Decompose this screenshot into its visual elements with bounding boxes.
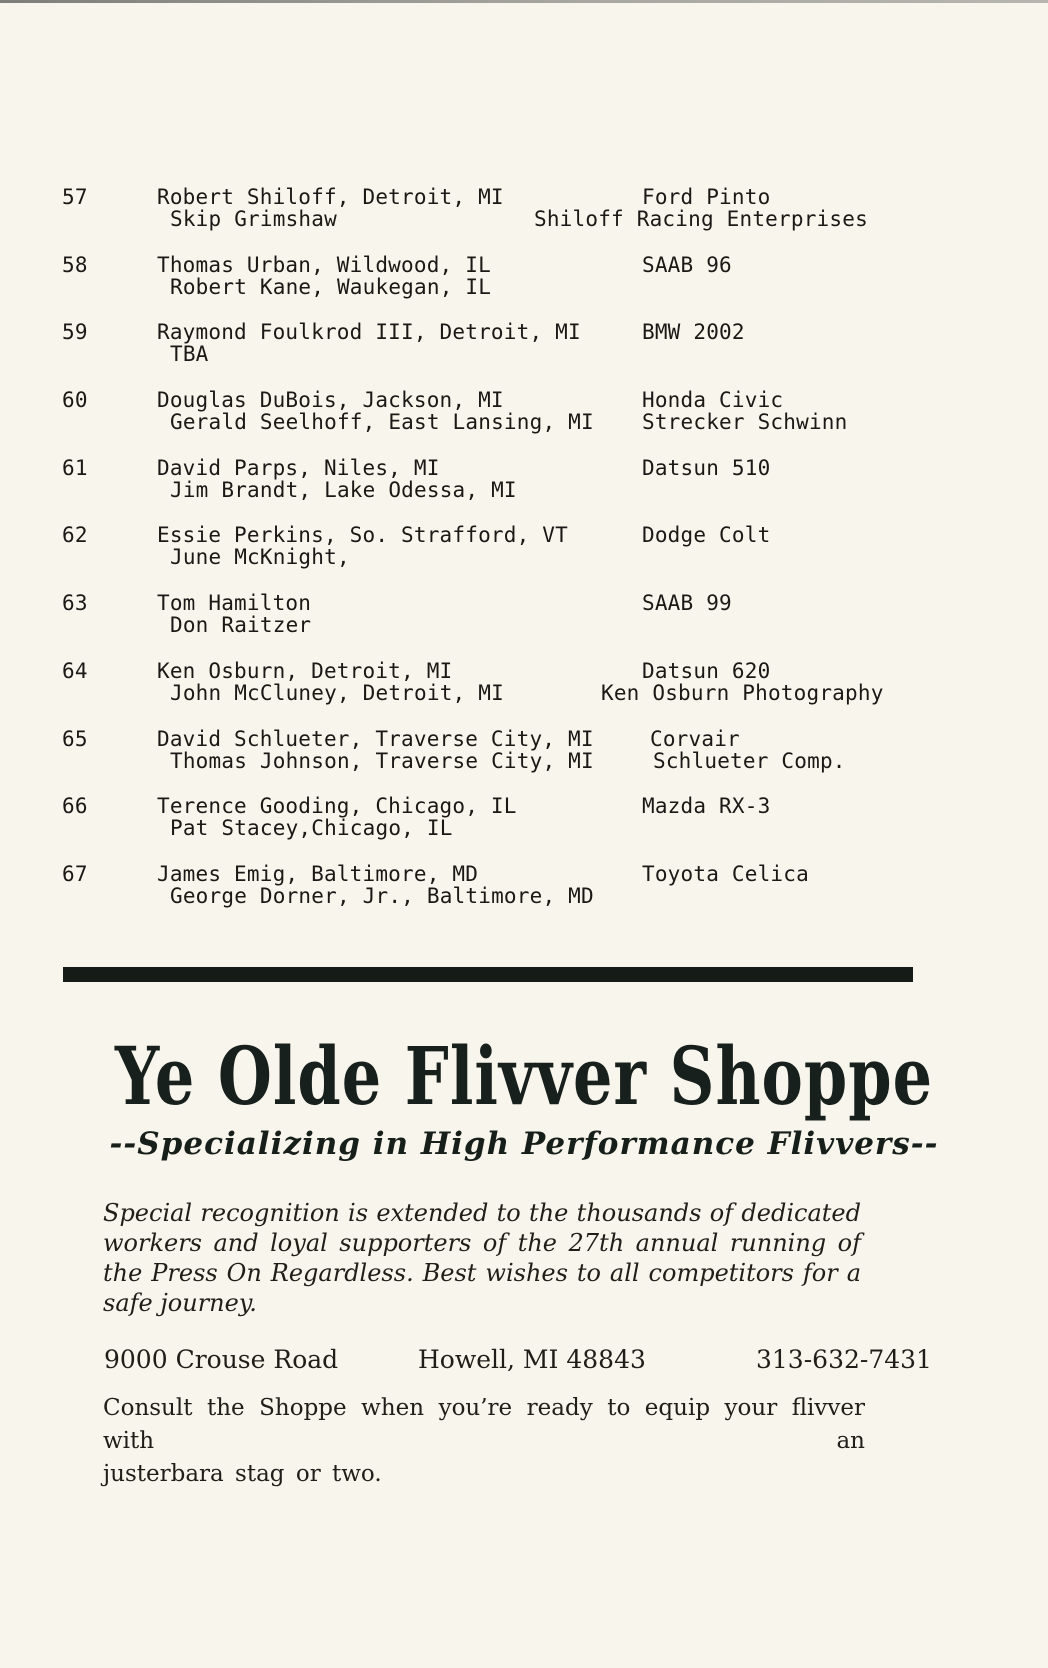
text-line: Special recognition is extended to the thousands of dedicated bbox=[103, 1199, 861, 1227]
sponsor-name: Strecker Schwinn bbox=[642, 410, 848, 435]
driver-name: Robert Shiloff, Detroit, MI bbox=[157, 185, 504, 209]
entry-row bbox=[0, 457, 1048, 501]
ad-phone-number: 313-632-7431 bbox=[756, 1345, 932, 1374]
entry-number: 64 bbox=[62, 658, 88, 683]
driver-name: James Emig, Baltimore, MD bbox=[157, 861, 479, 886]
vehicle-name: SAAB 99 bbox=[642, 591, 732, 616]
text-line: the Press On Regardless. Best wishes to all competitors for a bbox=[103, 1259, 861, 1287]
codriver-name: Robert Kane, Waukegan, IL bbox=[170, 274, 492, 299]
entry-number: 57 bbox=[62, 185, 88, 209]
codriver-name: Jim Brandt, Lake Odessa, MI bbox=[170, 477, 517, 502]
entry-number: 67 bbox=[62, 861, 88, 886]
driver-name: Tom Hamilton bbox=[157, 591, 312, 616]
entry-number: 66 bbox=[62, 794, 88, 819]
driver-name: David Parps, Niles, MI bbox=[157, 455, 440, 480]
vehicle-name: Corvair bbox=[650, 726, 740, 751]
vehicle-name: Datsun 620 bbox=[642, 658, 771, 683]
entry-number: 60 bbox=[62, 388, 88, 413]
text-line: Consult the Shoppe when you’re ready to equip your flivver with an bbox=[103, 1395, 865, 1454]
vehicle-name: BMW 2002 bbox=[642, 320, 745, 345]
driver-name: Thomas Urban, Wildwood, IL bbox=[157, 252, 491, 277]
codriver-name: June McKnight, bbox=[170, 545, 350, 570]
text-line: safe journey. bbox=[103, 1289, 257, 1317]
vehicle-name: Dodge Colt bbox=[642, 523, 771, 548]
driver-name: Terence Gooding, Chicago, IL bbox=[157, 794, 517, 819]
entry-number: 62 bbox=[62, 523, 88, 548]
codriver-name: Pat Stacey,Chicago, IL bbox=[170, 816, 453, 841]
entry-number: 63 bbox=[62, 591, 88, 616]
driver-name: Raymond Foulkrod III, Detroit, MI bbox=[157, 320, 581, 345]
vehicle-name: SAAB 96 bbox=[642, 252, 732, 277]
text-line: justerbara stag or two. bbox=[103, 1461, 382, 1487]
sponsor-name: Ken Osburn Photography bbox=[601, 680, 884, 705]
codriver-name: TBA bbox=[170, 342, 209, 367]
codriver-name: Skip Grimshaw bbox=[170, 207, 337, 231]
codriver-name: John McCluney, Detroit, MI bbox=[170, 680, 504, 705]
entry-list bbox=[0, 186, 1048, 931]
entry-row bbox=[0, 660, 1048, 704]
driver-name: David Schlueter, Traverse City, MI bbox=[157, 726, 594, 751]
entry-row bbox=[0, 254, 1048, 298]
text-line: workers and loyal supporters of the 27th annual running of bbox=[103, 1229, 861, 1257]
entry-row bbox=[0, 186, 1048, 230]
entry-number: 58 bbox=[62, 252, 88, 277]
sponsor-name: Schlueter Comp. bbox=[653, 748, 846, 773]
entry-row bbox=[0, 321, 1048, 365]
scan-top-edge bbox=[0, 0, 1048, 3]
entry-row bbox=[0, 863, 1048, 907]
entry-row bbox=[0, 795, 1048, 839]
vehicle-name: Ford Pinto bbox=[642, 185, 771, 209]
entry-row bbox=[0, 728, 1048, 772]
vehicle-name: Datsun 510 bbox=[642, 455, 771, 480]
ad-footer-paragraph bbox=[103, 1392, 865, 1491]
codriver-name: Don Raitzer bbox=[170, 613, 312, 638]
ad-title: Ye Olde Flivver Shoppe bbox=[114, 1030, 934, 1124]
driver-name: Douglas DuBois, Jackson, MI bbox=[157, 388, 504, 413]
entry-row bbox=[0, 389, 1048, 433]
ad-street-address: 9000 Crouse Road bbox=[104, 1345, 339, 1374]
ad-tagline: --Specializing in High Performance Flivvers-- bbox=[109, 1126, 939, 1162]
codriver-name: George Dorner, Jr., Baltimore, MD bbox=[170, 883, 594, 908]
entry-number: 59 bbox=[62, 320, 88, 345]
section-divider-rule bbox=[63, 967, 913, 982]
sponsor-name: Shiloff Racing Enterprises bbox=[534, 207, 868, 231]
codriver-name: Gerald Seelhoff, East Lansing, MI bbox=[170, 410, 594, 435]
vehicle-name: Honda Civic bbox=[642, 388, 784, 413]
driver-name: Ken Osburn, Detroit, MI bbox=[157, 658, 453, 683]
entry-number: 61 bbox=[62, 455, 88, 480]
driver-name: Essie Perkins, So. Strafford, VT bbox=[157, 523, 568, 548]
vehicle-name: Mazda RX-3 bbox=[642, 794, 771, 819]
ad-city-state-zip: Howell, MI 48843 bbox=[418, 1345, 646, 1374]
ad-body-paragraph bbox=[103, 1198, 861, 1318]
entry-number: 65 bbox=[62, 726, 88, 751]
entry-row bbox=[0, 592, 1048, 636]
entry-row bbox=[0, 524, 1048, 568]
codriver-name: Thomas Johnson, Traverse City, MI bbox=[170, 748, 594, 773]
vehicle-name: Toyota Celica bbox=[642, 861, 809, 886]
